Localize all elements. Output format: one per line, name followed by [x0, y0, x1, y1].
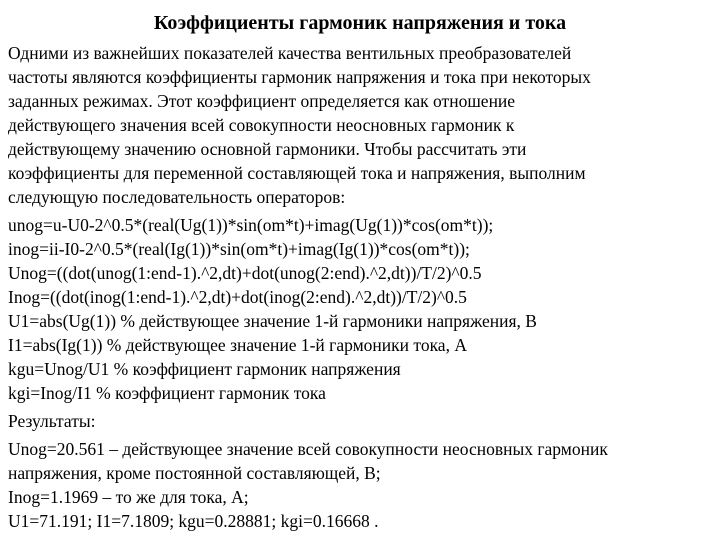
- intro-line: Одними из важнейших показателей качества вентильных преобразователей: [8, 43, 572, 63]
- code-line: kgu=Unog/U1 % коэффициент гармоник напряжения: [8, 359, 401, 379]
- code-line: I1=abs(Ig(1)) % действующее значение 1-й гармоники тока, А: [8, 335, 467, 355]
- results-label: Результаты:: [8, 411, 96, 431]
- intro-line: действующего значения всей совокупности неосновных гармоник к: [8, 115, 515, 135]
- slide-title: Коэффициенты гармоник напряжения и тока: [153, 12, 567, 34]
- code-line: Unog=((dot(unog(1:end-1).^2,dt)+dot(unog(2:end).^2,dt))/T/2)^0.5: [8, 263, 482, 283]
- intro-line: действующему значению основной гармоники. Чтобы рассчитать эти: [8, 139, 527, 159]
- intro-line: следующую последовательность операторов:: [8, 187, 346, 207]
- intro-line: частоты являются коэффициенты гармоник напряжения и тока при некоторых: [8, 67, 591, 87]
- result-line: напряжения, кроме постоянной составляющей, В;: [8, 463, 381, 483]
- code-line: Inog=((dot(inog(1:end-1).^2,dt)+dot(inog(2:end).^2,dt))/T/2)^0.5: [8, 287, 467, 307]
- result-line: U1=71.191; I1=7.1809; kgu=0.28881; kgi=0.16668 .: [8, 511, 379, 531]
- code-line: inog=ii-I0-2^0.5*(real(Ig(1))*sin(om*t)+imag(Ig(1))*cos(om*t));: [8, 239, 470, 259]
- code-line: U1=abs(Ug(1)) % действующее значение 1-й гармоники напряжения, В: [8, 311, 537, 331]
- intro-line: коэффициенты для переменной составляющей тока и напряжения, выполним: [8, 163, 586, 183]
- intro-line: заданных режимах. Этот коэффициент определяется как отношение: [8, 91, 516, 111]
- code-line: unog=u-U0-2^0.5*(real(Ug(1))*sin(om*t)+imag(Ug(1))*cos(om*t));: [8, 215, 494, 235]
- result-line: Inog=1.1969 – то же для тока, А;: [8, 487, 249, 507]
- code-line: kgi=Inog/I1 % коэффициент гармоник тока: [8, 383, 326, 403]
- result-line: Unog=20.561 – действующее значение всей совокупности неосновных гармоник: [8, 439, 608, 459]
